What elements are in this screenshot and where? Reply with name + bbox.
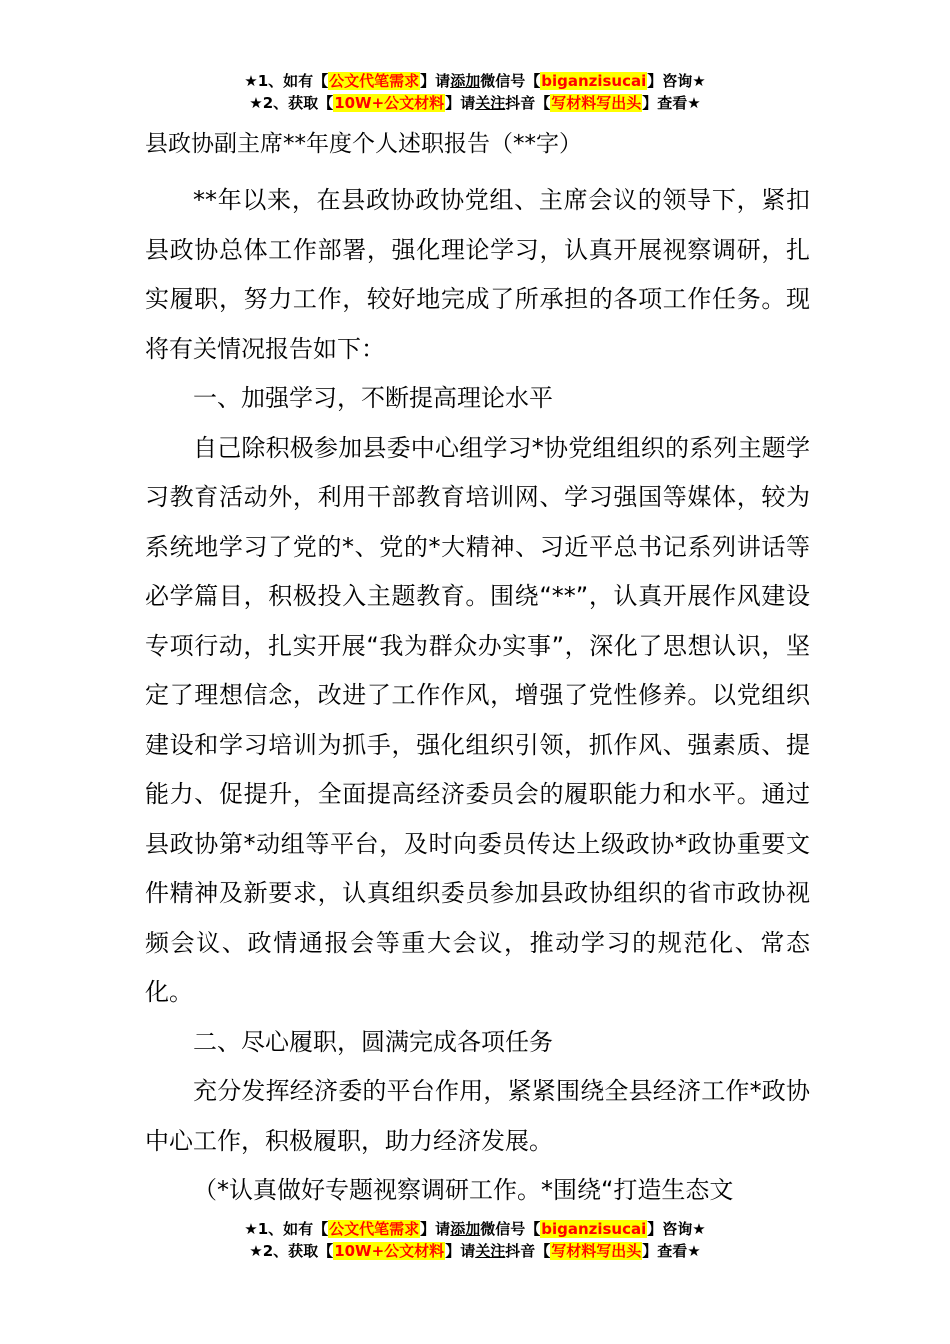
highlight-douyin: 写材料写出头 [551, 1242, 642, 1260]
banner-line-1: ★1、如有【公文代笔需求】请添加微信号【biganzisucai】咨询★ [244, 1220, 706, 1238]
section-heading-2: 二、尽心履职，圆满完成各项任务 [193, 1027, 553, 1056]
document-title: 县政协副主席**年度个人述职报告（**字） [145, 131, 582, 157]
highlight-service: 公文代笔需求 [329, 72, 420, 90]
highlight-wechat-id: biganzisucai [541, 1220, 647, 1238]
paragraph-intro: **年以来，在县政协政协党组、主席会议的领导下，紧扣县政协总体工作部署，强化理论学习，认真开展视察调研，扎实履职，努力工作，较好地完成了所承担的各项工作任务。现将有关情况报告如下： [145, 186, 810, 363]
highlight-wechat-id: biganzisucai [541, 72, 647, 90]
footer-banner [0, 1218, 950, 1262]
paragraph-study: 自己除积极参加县委中心组学习*协党组组织的系列主题学习教育活动外，利用干部教育培训网、学习强国等媒体，较为系统地学习了党的*、党的*大精神、习近平总书记系列讲话等必学篇目，积极投入主题教育。围绕“**”，认真开展作风建设专项行动，扎实开展“我为群众办实事”，深化了思想认识，坚定了理想信念，改进了工作作风，增强了党性修养。以党组织建设和学习培训为抓手，强化组织引领，抓作风、强素质、提能力、促提升，全面提高经济委员会的履职能力和水平。通过县政协第*动组等平台，及时向委员传达上级政协*政协重要文件精神及新要求，认真组织委员参加县政协组织的省市政协视频会议、政情通报会等重大会议，推动学习的规范化、常态化。 [145, 433, 810, 1006]
banner-line-2: ★2、获取【10W+公文材料】请关注抖音【写材料写出头】查看★ [249, 94, 701, 112]
section-heading-1: 一、加强学习，不断提高理论水平 [193, 384, 553, 412]
highlight-douyin: 写材料写出头 [551, 94, 642, 112]
document-body [145, 126, 810, 1216]
highlight-service: 公文代笔需求 [329, 1220, 420, 1238]
paragraph-duty: 充分发挥经济委的平台作用，紧紧围绕全县经济工作*政协中心工作，积极履职，助力经济发展。 [145, 1077, 810, 1155]
banner-line-1: ★1、如有【公文代笔需求】请添加微信号【biganzisucai】咨询★ [244, 72, 706, 90]
highlight-materials: 10W+公文材料 [334, 1242, 445, 1260]
header-banner [0, 70, 950, 114]
highlight-materials: 10W+公文材料 [334, 94, 445, 112]
paragraph-research: （*认真做好专题视察调研工作。*围绕“打造生态文 [193, 1176, 734, 1204]
banner-line-2: ★2、获取【10W+公文材料】请关注抖音【写材料写出头】查看★ [249, 1242, 701, 1260]
